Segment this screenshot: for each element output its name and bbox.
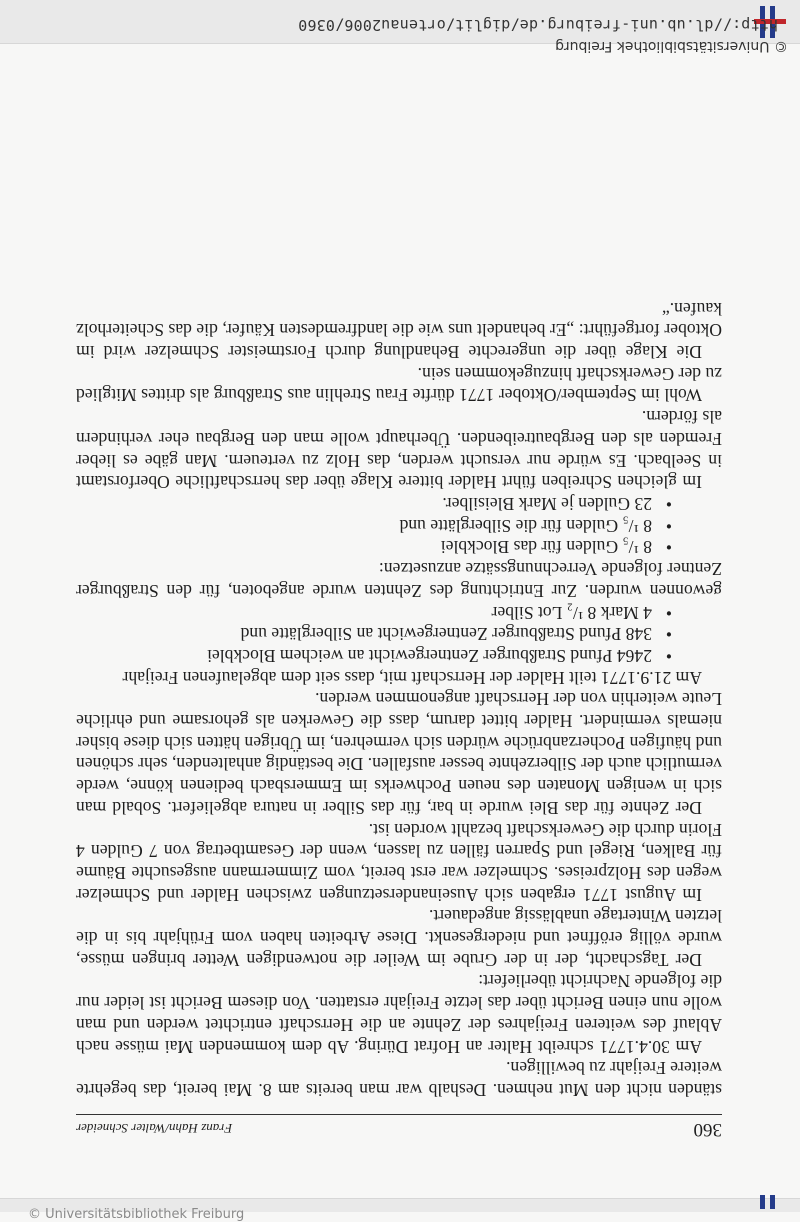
list-item: • 4 Mark 8 ¹/₂ Lot Silber xyxy=(76,601,652,623)
page-number: 360 xyxy=(693,1119,722,1140)
paragraph: Der Zehnte für das Blei wurde in bar, für das Silber in natura abgeliefert. Sobald man sich in wenigen Monaten des neuen Pochwerks im Emmersbach bedienen könne, werde vermutlich auch der Silberzehnte besser ausfallen. Die beständig anhaltenden, sehr schönen und häufigen Pocherzanbrüche würden sich vermehren, im Übrigen hätten sich diese bisher niemals vermindert. Halder bittet darum, dass die Gewerken als gehorsame und ehrliche Leute weiterhin von der Herrschaft angenommen werden. xyxy=(76,689,722,818)
paragraph: Am 30.4.1771 schreibt Halter an Hofrat Düring. Ab dem kommenden Mai müsse nach Ablauf des weiteren Freijahres der Zehnte an die Herrschaft entrichtet werden und man wolle nun einen Bericht über das letzte Freijahr erstatten. Von diesem Bericht ist leider nur die folgende Nachricht überliefert: xyxy=(76,971,722,1057)
source-url-link[interactable]: http://dl.ub.uni-freiburg.de/diglit/ortenau2006/0360 xyxy=(298,16,778,34)
rates-list xyxy=(76,492,722,557)
output-list xyxy=(76,601,722,666)
document-page xyxy=(76,297,722,1140)
paragraph-group-3 xyxy=(76,297,722,492)
bottom-copyright: © Universitätsbibliothek Freiburg xyxy=(28,1207,245,1222)
list-item: • 8 ¹/₅ Gulden für die Silberglätte und xyxy=(76,514,652,536)
list-item: • 23 Gulden je Mark Bleisilber. xyxy=(76,492,652,514)
library-logo-small-icon xyxy=(754,1195,786,1209)
list-item: • 8 ¹/₅ Gulden für das Blockblei xyxy=(76,536,652,558)
running-head xyxy=(76,1114,722,1140)
body-text xyxy=(76,297,722,1100)
paragraph-group-2 xyxy=(76,557,722,600)
paragraph: Im August 1771 ergaben sich Auseinandersetzungen zwischen Halder und Schmelzer wegen des Holzpreises. Schmelzer war erst bereit, vom Zimmermann ausgesuchte Bäume für Balken, Riegel und Sparren fällen zu lassen, wenn der Gesamtbetrag von 7 Gulden 4 Florin durch die Gewerkschaft bezahlt worden ist. xyxy=(76,819,722,905)
copyright-notice: © Universitätsbibliothek Freiburg xyxy=(555,38,788,54)
viewer-bottom-bar xyxy=(0,1198,800,1222)
list-item: • 348 Pfund Straßburger Zentnergewicht an Silberglätte und xyxy=(76,623,652,645)
paragraph: ständen nicht den Mut nehmen. Deshalb war man bereits am 8. Mai bereit, das begehrte weitere Freijahr zu bewilligen. xyxy=(76,1058,722,1100)
paragraph: gewonnen wurden. Zur Entrichtung des Zehnten wurde angeboten, für den Straßburger Zentner folgende Verrechnungssätze anzusetzen: xyxy=(76,559,722,601)
paragraph: Wohl im September/Oktober 1771 dürfte Frau Strehlin aus Straßburg als drittes Mitglied zu der Gewerkschaft hinzugekommen sein. xyxy=(76,363,722,406)
running-head-authors: Franz Hahn/Walter Schneider xyxy=(76,1121,233,1136)
paragraph: Im gleichen Schreiben führt Halder bittere Klage über das herrschaftliche Oberforstamt in Seelbach. Es würde nur versucht werden, das Holz zu verteuern. Man gäbe es lieber Fremden als den Bergbautreibenden. Überhaupt wolle man den Bergbau eher verhindern als fördern. xyxy=(76,407,722,493)
paragraph: Die Klage über die ungerechte Behandlung durch Forstmeister Schmelzer wird im Oktober fortgeführt: „Er behandelt uns wie die landfremdesten Käufer, die das Scheiterholz kaufen.“ xyxy=(76,298,722,363)
list-item: • 2464 Pfund Straßburger Zentnergewicht an weichem Blockblei xyxy=(76,644,652,666)
paragraph: Der Tagschacht, der in der Grube im Weiler die notwendigen Wetter bringen müsse, wurde völlig eröffnet und niedergesenkt. Diese Arbeiten haben vom Frühjahr bis in die letzten Wintertage unablässig angedauert. xyxy=(76,906,722,970)
paragraph: Am 21.9.1771 teilt Halder der Herrschaft mit, dass seit dem abgelaufenen Freijahr xyxy=(122,667,702,688)
paragraph-group-1 xyxy=(76,666,722,1100)
